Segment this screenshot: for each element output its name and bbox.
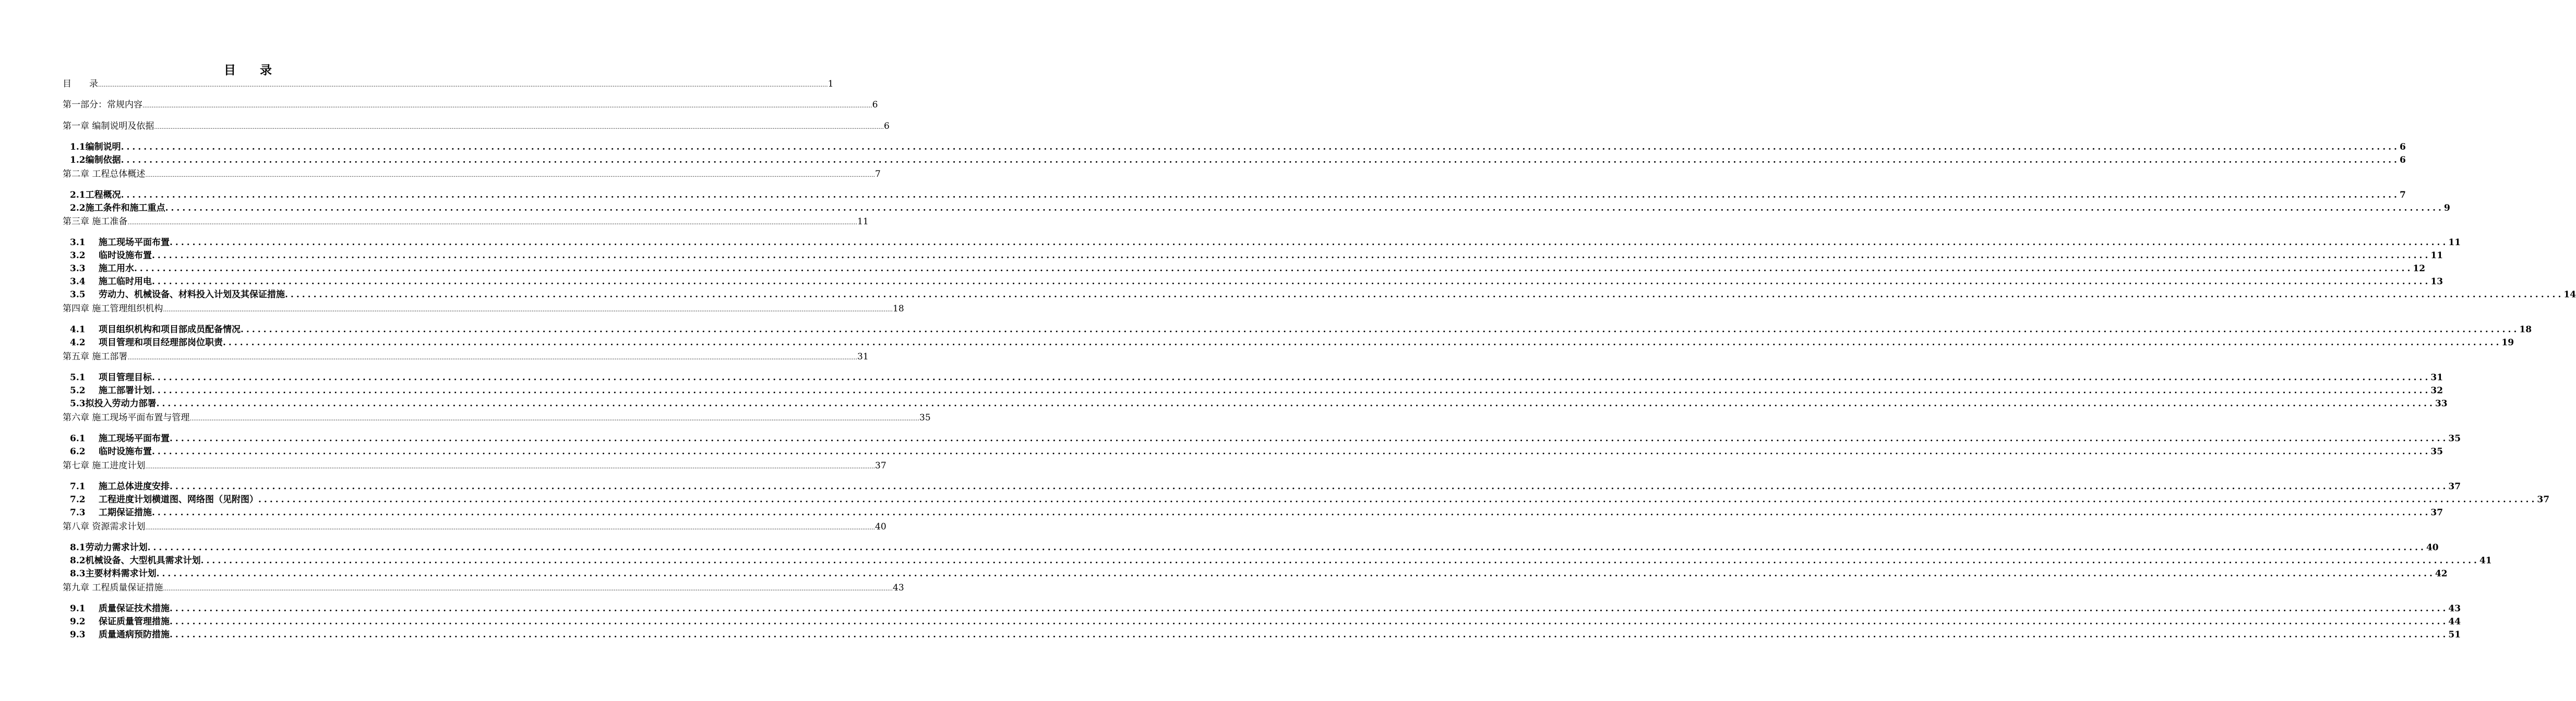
dot-leader: ................................................................................................................................................................................................................................................................................................................................................................................................................ xyxy=(200,555,2479,566)
toc-page-number: 11 xyxy=(2448,237,2461,248)
section-number: 5.3 xyxy=(70,398,86,409)
toc-page-number: 31 xyxy=(857,352,869,362)
section-title: 施工条件和施工重点 xyxy=(85,203,165,213)
toc-page-number: 13 xyxy=(2430,276,2443,287)
toc-entry-section-3-5[interactable] xyxy=(70,287,2576,300)
toc-page-number: 37 xyxy=(2430,507,2443,518)
section-title: 机械设备、大型机具需求计划 xyxy=(85,555,201,566)
section-title: 工程进度计划横道图、网络图（见附图） xyxy=(99,494,258,505)
toc-page-number: 35 xyxy=(2448,433,2461,444)
section-title: 质量通病预防措施 xyxy=(99,630,170,640)
section-title: 项目管理和项目经理部岗位职责 xyxy=(99,337,223,348)
dot-leader: ................................................................................................................................................................................................................................................................................................................................................................................................................ xyxy=(98,81,828,88)
toc-page-number: 6 xyxy=(884,121,890,131)
section-number: 8.1 xyxy=(70,542,86,553)
section-title: 临时设施布置 xyxy=(99,446,152,457)
toc-page-number: 31 xyxy=(2430,372,2443,383)
toc-entry-section-5-2[interactable] xyxy=(70,383,2443,396)
section-title: 工程概况 xyxy=(85,190,121,200)
toc-page-number: 14 xyxy=(2563,289,2576,300)
toc-entry-section-8-1[interactable] xyxy=(70,540,2439,553)
dot-leader: ................................................................................................................................................................................................................................................................................................................................................................................................................ xyxy=(145,524,876,531)
dot-leader: ................................................................................................................................................................................................................................................................................................................................................................................................................ xyxy=(189,415,920,422)
toc-entry-section-8-2[interactable] xyxy=(70,553,2492,566)
toc-entry-chapter-5[interactable] xyxy=(63,349,869,362)
toc-page-number: 6 xyxy=(2399,155,2406,165)
toc-entry-chapter-1[interactable] xyxy=(63,118,890,131)
dot-leader: ................................................................................................................................................................................................................................................................................................................................................................................................................ xyxy=(156,398,2435,409)
dot-leader: ................................................................................................................................................................................................................................................................................................................................................................................................................ xyxy=(165,203,2444,213)
section-number: 2.1 xyxy=(70,190,86,200)
toc-entry-chapter-2[interactable] xyxy=(63,166,881,179)
toc-entry-section-1-1[interactable] xyxy=(70,139,2406,152)
toc-page-number: 35 xyxy=(2430,446,2443,457)
dot-leader: ................................................................................................................................................................................................................................................................................................................................................................................................................ xyxy=(156,569,2435,579)
toc-page-number: 18 xyxy=(893,304,904,314)
section-title: 施工临时用电 xyxy=(99,276,152,287)
section-title: 施工部署计划 xyxy=(99,385,152,396)
dot-leader: ................................................................................................................................................................................................................................................................................................................................................................................................................ xyxy=(152,446,2431,457)
toc-entry-section-4-2[interactable] xyxy=(70,335,2514,348)
dot-leader: ................................................................................................................................................................................................................................................................................................................................................................................................................ xyxy=(145,172,876,178)
toc-page-number: 40 xyxy=(875,522,886,532)
toc-label: 第七章 施工进度计划 xyxy=(63,461,146,471)
toc-entry-section-3-3[interactable] xyxy=(70,261,2426,274)
toc-label: 目 录 xyxy=(63,79,98,89)
dot-leader: ................................................................................................................................................................................................................................................................................................................................................................................................................ xyxy=(152,250,2431,261)
dot-leader: ................................................................................................................................................................................................................................................................................................................................................................................................................ xyxy=(152,507,2431,518)
section-number: 3.1 xyxy=(70,237,86,248)
toc-page-number: 51 xyxy=(2448,630,2461,640)
toc-page-number: 11 xyxy=(857,216,869,227)
dot-leader: ................................................................................................................................................................................................................................................................................................................................................................................................................ xyxy=(152,372,2431,383)
toc-page-number: 42 xyxy=(2435,569,2448,579)
section-number: 7.3 xyxy=(70,507,86,518)
toc-label: 第五章 施工部署 xyxy=(63,352,128,362)
section-title: 编制依据 xyxy=(85,155,121,165)
dot-leader: ................................................................................................................................................................................................................................................................................................................................................................................................................ xyxy=(127,354,858,361)
toc-label: 第八章 资源需求计划 xyxy=(63,522,146,532)
toc-entry-section-9-2[interactable] xyxy=(70,614,2461,627)
toc-page-number: 1 xyxy=(828,79,834,89)
dot-leader: ................................................................................................................................................................................................................................................................................................................................................................................................................ xyxy=(127,219,858,226)
section-title: 质量保证技术措施 xyxy=(99,603,170,614)
toc-entry-chapter-6[interactable] xyxy=(63,410,931,423)
toc-page-number: 43 xyxy=(893,583,904,593)
toc-label: 第六章 施工现场平面布置与管理 xyxy=(63,413,190,423)
toc-entry-section-7-2[interactable] xyxy=(70,492,2550,505)
toc-page-number: 44 xyxy=(2448,617,2461,627)
toc-entry-chapter-8[interactable] xyxy=(63,519,886,532)
toc-page-number: 40 xyxy=(2426,542,2439,553)
toc-page-number: 12 xyxy=(2413,263,2426,274)
section-number: 4.2 xyxy=(70,337,86,348)
section-number: 7.1 xyxy=(70,481,86,492)
section-number: 5.2 xyxy=(70,385,86,396)
toc-page-number: 7 xyxy=(2399,190,2406,200)
toc-entry-section-5-3[interactable] xyxy=(70,396,2448,409)
section-number: 2.2 xyxy=(70,203,86,213)
section-number: 8.3 xyxy=(70,569,86,579)
dot-leader: ................................................................................................................................................................................................................................................................................................................................................................................................................ xyxy=(152,385,2431,396)
toc-label: 第三章 施工准备 xyxy=(63,216,128,227)
toc-entry-chapter-7[interactable] xyxy=(63,458,886,471)
dot-leader: ................................................................................................................................................................................................................................................................................................................................................................................................................ xyxy=(170,617,2449,627)
toc-page-number: 37 xyxy=(2448,481,2461,492)
dot-leader: ................................................................................................................................................................................................................................................................................................................................................................................................................ xyxy=(163,306,893,313)
toc-entry-chapter-3[interactable] xyxy=(63,214,869,227)
dot-leader: ................................................................................................................................................................................................................................................................................................................................................................................................................ xyxy=(121,190,2400,200)
toc-entry-section-9-1[interactable] xyxy=(70,601,2461,614)
section-number: 9.3 xyxy=(70,630,86,640)
toc-entry-section-6-1[interactable] xyxy=(70,431,2461,444)
toc-entry-section-6-2[interactable] xyxy=(70,444,2443,457)
section-number: 3.2 xyxy=(70,250,86,261)
page-title: 目 录 xyxy=(224,63,272,77)
toc-entry-section-7-3[interactable] xyxy=(70,505,2443,518)
toc-page-number: 43 xyxy=(2448,603,2461,614)
dot-leader: ................................................................................................................................................................................................................................................................................................................................................................................................................ xyxy=(134,263,2413,274)
toc-entry-section-5-1[interactable] xyxy=(70,370,2443,383)
toc-entry-chapter-4[interactable] xyxy=(63,301,904,314)
section-title: 拟投入劳动力部署 xyxy=(85,398,157,409)
toc-page-number: 6 xyxy=(872,100,878,110)
toc-page-number: 35 xyxy=(919,413,931,423)
dot-leader: ................................................................................................................................................................................................................................................................................................................................................................................................................ xyxy=(145,463,876,470)
toc-entry-section-7-1[interactable] xyxy=(70,479,2461,492)
toc-page-number: 18 xyxy=(2519,324,2532,335)
toc-entry-chapter-9[interactable] xyxy=(63,580,904,593)
toc-label: 第四章 施工管理组织机构 xyxy=(63,304,163,314)
dot-leader: ................................................................................................................................................................................................................................................................................................................................................................................................................ xyxy=(121,142,2400,152)
section-title: 劳动力需求计划 xyxy=(85,542,148,553)
toc-page-number: 32 xyxy=(2430,385,2443,396)
toc-page-number: 41 xyxy=(2479,555,2492,566)
toc-page-number: 37 xyxy=(875,461,886,471)
toc-page-number: 37 xyxy=(2537,494,2550,505)
dot-leader: ................................................................................................................................................................................................................................................................................................................................................................................................................ xyxy=(163,585,893,592)
section-number: 1.1 xyxy=(70,142,86,152)
toc-page-number: 33 xyxy=(2435,398,2448,409)
dot-leader: ................................................................................................................................................................................................................................................................................................................................................................................................................ xyxy=(147,542,2426,553)
section-number: 8.2 xyxy=(70,555,86,566)
toc-page-number: 9 xyxy=(2443,203,2450,213)
toc-page-number: 11 xyxy=(2430,250,2443,261)
section-title: 施工现场平面布置 xyxy=(99,237,170,248)
toc-page-number: 7 xyxy=(875,169,881,179)
toc-entry-section-1-2[interactable] xyxy=(70,152,2406,165)
toc-entry-section-2-2[interactable] xyxy=(70,200,2450,213)
toc-entry-part-1[interactable] xyxy=(63,97,878,110)
dot-leader: ................................................................................................................................................................................................................................................................................................................................................................................................................ xyxy=(223,337,2502,348)
toc-label: 第一章 编制说明及依据 xyxy=(63,121,154,131)
section-number: 9.2 xyxy=(70,617,86,627)
section-title: 编制说明 xyxy=(85,142,121,152)
toc-entry-section-3-4[interactable] xyxy=(70,274,2443,287)
dot-leader: ................................................................................................................................................................................................................................................................................................................................................................................................................ xyxy=(121,155,2400,165)
toc-label: 第九章 工程质量保证措施 xyxy=(63,583,163,593)
toc-entry-section-3-1[interactable] xyxy=(70,235,2461,248)
section-number: 4.1 xyxy=(70,324,86,335)
section-title: 临时设施布置 xyxy=(99,250,152,261)
section-title: 工期保证措施 xyxy=(99,507,152,518)
section-number: 3.5 xyxy=(70,289,86,300)
section-number: 6.2 xyxy=(70,446,86,457)
section-title: 主要材料需求计划 xyxy=(85,569,157,579)
section-title: 施工现场平面布置 xyxy=(99,433,170,444)
dot-leader: ................................................................................................................................................................................................................................................................................................................................................................................................................ xyxy=(285,289,2564,300)
section-number: 5.1 xyxy=(70,372,86,383)
section-number: 9.1 xyxy=(70,603,86,614)
toc-label: 第一部分：常规内容 xyxy=(63,100,142,110)
section-number: 7.2 xyxy=(70,494,86,505)
section-number: 3.3 xyxy=(70,263,86,274)
dot-leader: ................................................................................................................................................................................................................................................................................................................................................................................................................ xyxy=(170,603,2449,614)
toc-page-number: 6 xyxy=(2399,142,2406,152)
toc-label: 第二章 工程总体概述 xyxy=(63,169,146,179)
section-title: 项目组织机构和项目部成员配备情况 xyxy=(99,324,241,335)
section-number: 3.4 xyxy=(70,276,86,287)
dot-leader: ................................................................................................................................................................................................................................................................................................................................................................................................................ xyxy=(170,481,2449,492)
toc-page-number: 19 xyxy=(2501,337,2514,348)
section-title: 保证质量管理措施 xyxy=(99,617,170,627)
section-title: 劳动力、机械设备、材料投入计划及其保证措施 xyxy=(99,289,285,300)
dot-leader: ................................................................................................................................................................................................................................................................................................................................................................................................................ xyxy=(152,276,2431,287)
toc-entry-section-8-3[interactable] xyxy=(70,566,2448,579)
toc-entry-section-2-1[interactable] xyxy=(70,187,2406,200)
dot-leader: ................................................................................................................................................................................................................................................................................................................................................................................................................ xyxy=(170,237,2449,248)
dot-leader: ................................................................................................................................................................................................................................................................................................................................................................................................................ xyxy=(170,630,2449,640)
section-title: 施工总体进度安排 xyxy=(99,481,170,492)
section-number: 1.2 xyxy=(70,155,86,165)
toc-entry-contents[interactable] xyxy=(63,76,834,89)
dot-leader: ................................................................................................................................................................................................................................................................................................................................................................................................................ xyxy=(154,124,884,130)
dot-leader: ................................................................................................................................................................................................................................................................................................................................................................................................................ xyxy=(142,102,872,109)
section-title: 施工用水 xyxy=(99,263,134,274)
dot-leader: ................................................................................................................................................................................................................................................................................................................................................................................................................ xyxy=(258,494,2537,505)
section-title: 项目管理目标 xyxy=(99,372,152,383)
section-number: 6.1 xyxy=(70,433,86,444)
dot-leader: ................................................................................................................................................................................................................................................................................................................................................................................................................ xyxy=(241,324,2520,335)
toc-entry-section-4-1[interactable] xyxy=(70,322,2532,335)
dot-leader: ................................................................................................................................................................................................................................................................................................................................................................................................................ xyxy=(170,433,2449,444)
toc-entry-section-3-2[interactable] xyxy=(70,248,2443,261)
toc-entry-section-9-3[interactable] xyxy=(70,627,2461,640)
